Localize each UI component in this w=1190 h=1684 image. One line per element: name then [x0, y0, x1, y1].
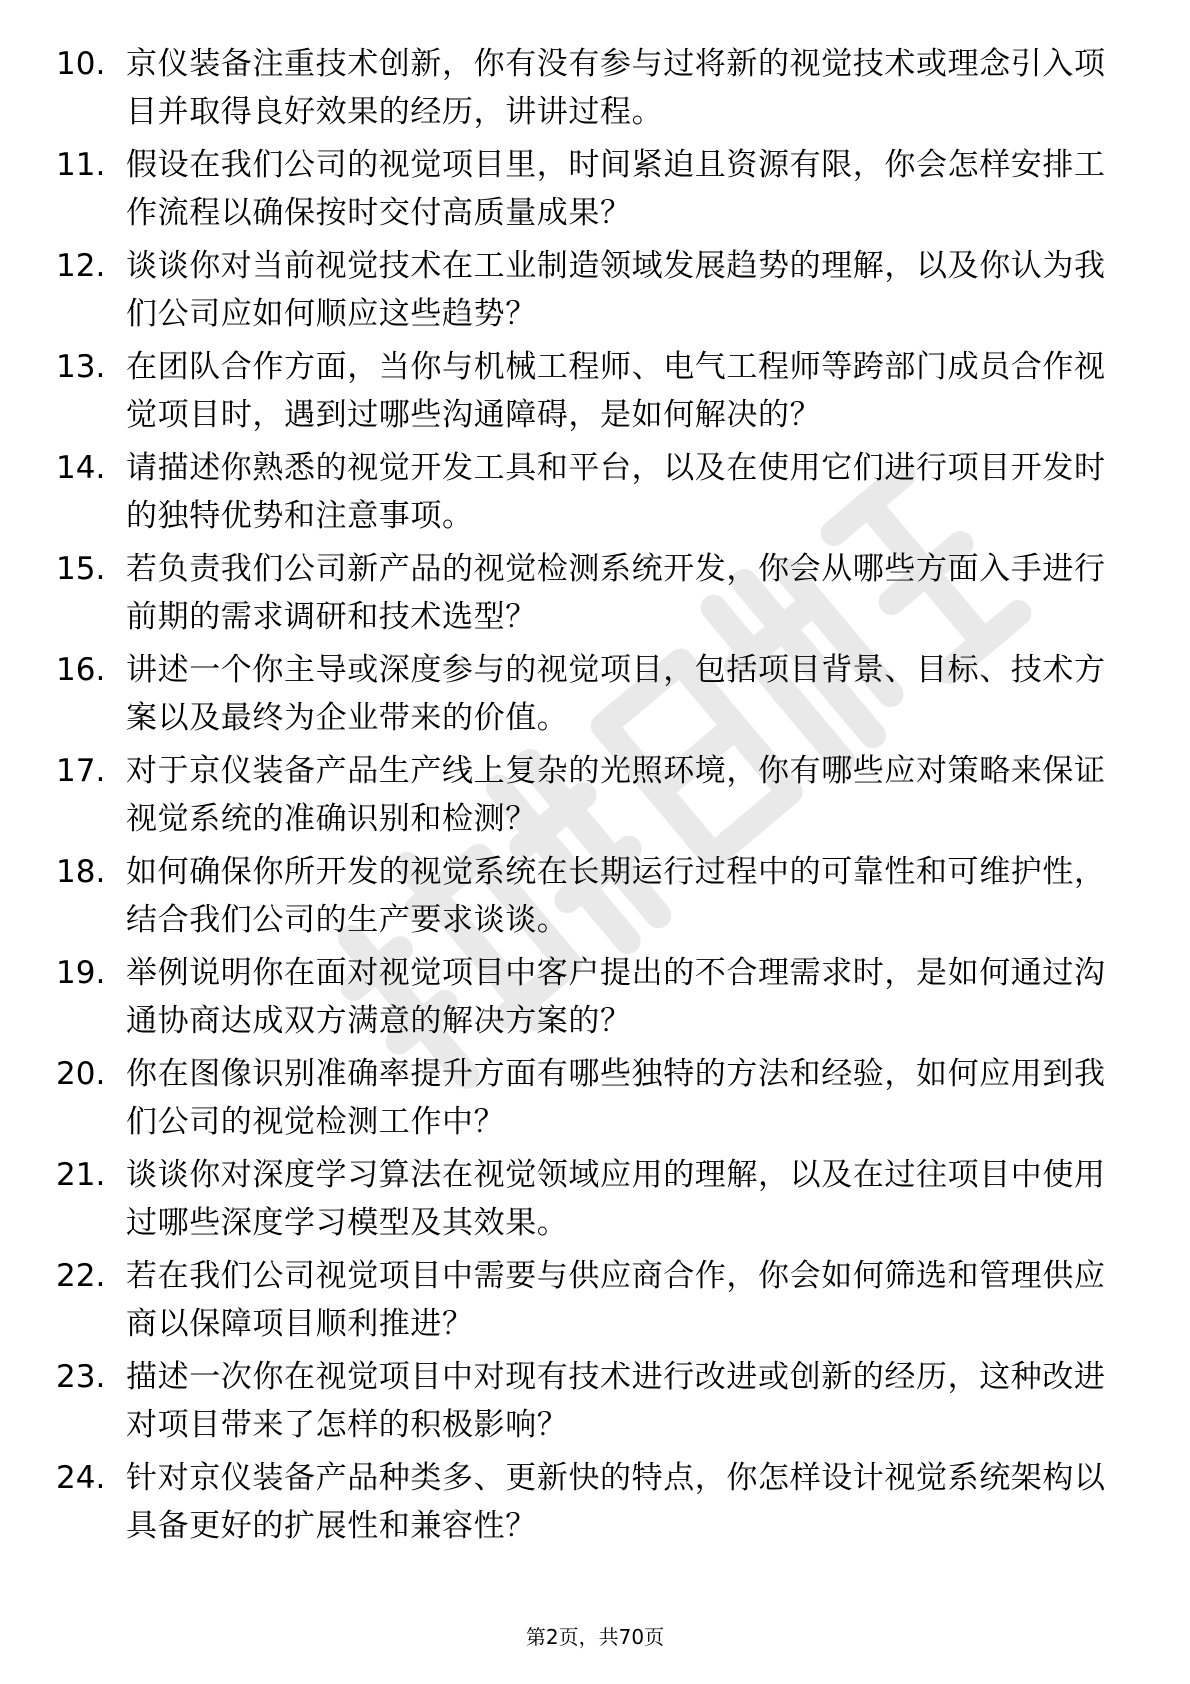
question-text: 请描述你熟悉的视觉开发工具和平台，以及在使用它们进行项目开发时的独特优势和注意事项。 [126, 450, 1106, 534]
question-number: 19. [56, 955, 106, 991]
question-number: 13. [56, 349, 106, 385]
question-text: 谈谈你对深度学习算法在视觉领域应用的理解，以及在过往项目中使用过哪些深度学习模型及其效果。 [126, 1157, 1106, 1241]
question-text: 讲述一个你主导或深度参与的视觉项目，包括项目背景、目标、技术方案以及最终为企业带来的价值。 [126, 652, 1106, 736]
question-item [0, 1252, 1190, 1353]
question-number: 10. [56, 46, 106, 82]
question-text: 举例说明你在面对视觉项目中客户提出的不合理需求时，是如何通过沟通协商达成双方满意的解决方案的？ [126, 955, 1106, 1039]
question-text: 你在图像识别准确率提升方面有哪些独特的方法和经验，如何应用到我们公司的视觉检测工作中？ [126, 1056, 1106, 1140]
question-number: 22. [56, 1258, 106, 1294]
question-item [0, 1151, 1190, 1252]
question-item [0, 242, 1190, 343]
question-text: 描述一次你在视觉项目中对现有技术进行改进或创新的经历，这种改进对项目带来了怎样的积极影响？ [126, 1359, 1106, 1443]
question-text: 假设在我们公司的视觉项目里，时间紧迫且资源有限，你会怎样安排工作流程以确保按时交付高质量成果？ [126, 147, 1106, 231]
question-item [0, 343, 1190, 444]
page-footer [0, 1624, 1190, 1650]
question-item [0, 141, 1190, 242]
question-number: 12. [56, 248, 106, 284]
question-text: 若在我们公司视觉项目中需要与供应商合作，你会如何筛选和管理供应商以保障项目顺利推进？ [126, 1258, 1106, 1342]
question-number: 20. [56, 1056, 106, 1092]
question-number: 17. [56, 753, 106, 789]
question-number: 18. [56, 854, 106, 890]
question-item [0, 646, 1190, 747]
question-item [0, 848, 1190, 949]
question-text: 谈谈你对当前视觉技术在工业制造领域发展趋势的理解，以及你认为我们公司应如何顺应这些趋势？ [126, 248, 1106, 332]
question-text: 对于京仪装备产品生产线上复杂的光照环境，你有哪些应对策略来保证视觉系统的准确识别和检测？ [126, 753, 1106, 837]
question-text: 在团队合作方面，当你与机械工程师、电气工程师等跨部门成员合作视觉项目时，遇到过哪些沟通障碍，是如何解决的？ [126, 349, 1106, 433]
question-number: 14. [56, 450, 106, 486]
question-list [0, 40, 1190, 1555]
question-item [0, 40, 1190, 141]
question-text: 京仪装备注重技术创新，你有没有参与过将新的视觉技术或理念引入项目并取得良好效果的经历，讲讲过程。 [126, 46, 1106, 130]
question-item [0, 1454, 1190, 1555]
question-number: 15. [56, 551, 106, 587]
question-item [0, 1353, 1190, 1454]
question-number: 16. [56, 652, 106, 688]
question-text: 如何确保你所开发的视觉系统在长期运行过程中的可靠性和可维护性，结合我们公司的生产要求谈谈。 [126, 854, 1106, 938]
question-item [0, 1050, 1190, 1151]
question-number: 23. [56, 1359, 106, 1395]
page-number-label: 第2页，共70页 [525, 1625, 665, 1649]
question-number: 11. [56, 147, 106, 183]
question-number: 21. [56, 1157, 106, 1193]
question-item [0, 747, 1190, 848]
question-item [0, 545, 1190, 646]
question-number: 24. [56, 1460, 106, 1496]
question-item [0, 444, 1190, 545]
question-item [0, 949, 1190, 1050]
question-text: 针对京仪装备产品种类多、更新快的特点，你怎样设计视觉系统架构以具备更好的扩展性和兼容性？ [126, 1460, 1106, 1544]
question-text: 若负责我们公司新产品的视觉检测系统开发，你会从哪些方面入手进行前期的需求调研和技术选型？ [126, 551, 1106, 635]
